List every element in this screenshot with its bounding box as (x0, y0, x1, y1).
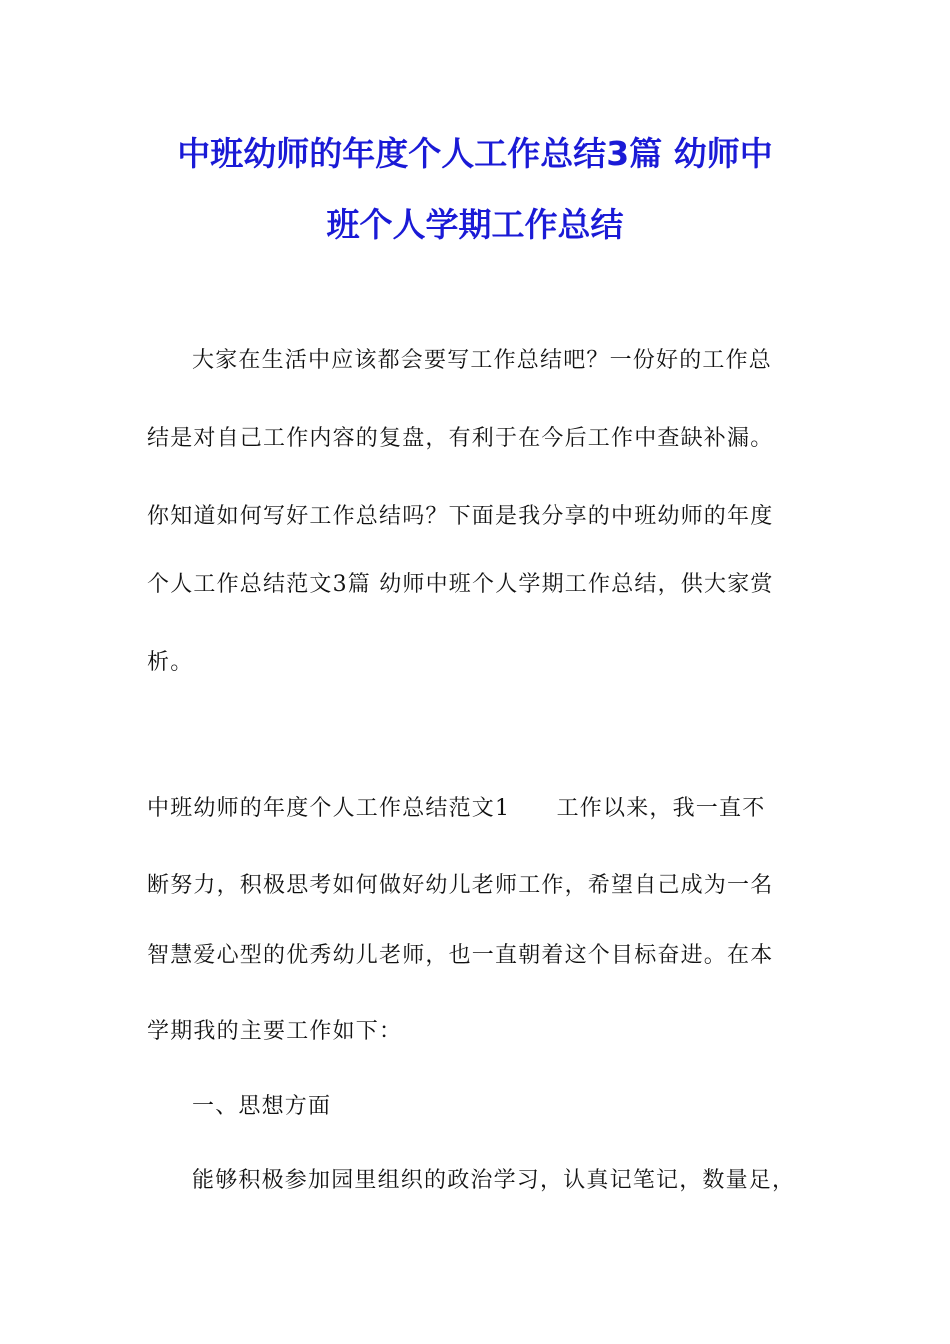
intro-line: 个人工作总结范文3篇 幼师中班个人学期工作总结，供大家赏 (147, 572, 774, 597)
section-heading: 一、思想方面 (192, 1094, 332, 1119)
intro-line: 析。 (147, 650, 194, 675)
intro-line: 你知道如何写好工作总结吗？下面是我分享的中班幼师的年度 (147, 504, 774, 529)
section-line: 中班幼师的年度个人工作总结范文1 工作以来，我一直不 (147, 796, 766, 821)
document-title-line-1: 中班幼师的年度个人工作总结3篇 幼师中 (177, 134, 773, 173)
document-title-line-2: 班个人学期工作总结 (326, 205, 624, 244)
section-line: 智慧爱心型的优秀幼儿老师，也一直朝着这个目标奋进。在本 (147, 943, 774, 968)
section-line: 断努力，积极思考如何做好幼儿老师工作，希望自己成为一名 (147, 873, 774, 898)
section-line: 学期我的主要工作如下： (147, 1019, 403, 1044)
intro-line: 大家在生活中应该都会要写工作总结吧？一份好的工作总 (192, 348, 773, 373)
paragraph-line: 能够积极参加园里组织的政治学习，认真记笔记，数量足， (192, 1168, 796, 1193)
intro-line: 结是对自己工作内容的复盘，有利于在今后工作中查缺补漏。 (147, 426, 774, 451)
